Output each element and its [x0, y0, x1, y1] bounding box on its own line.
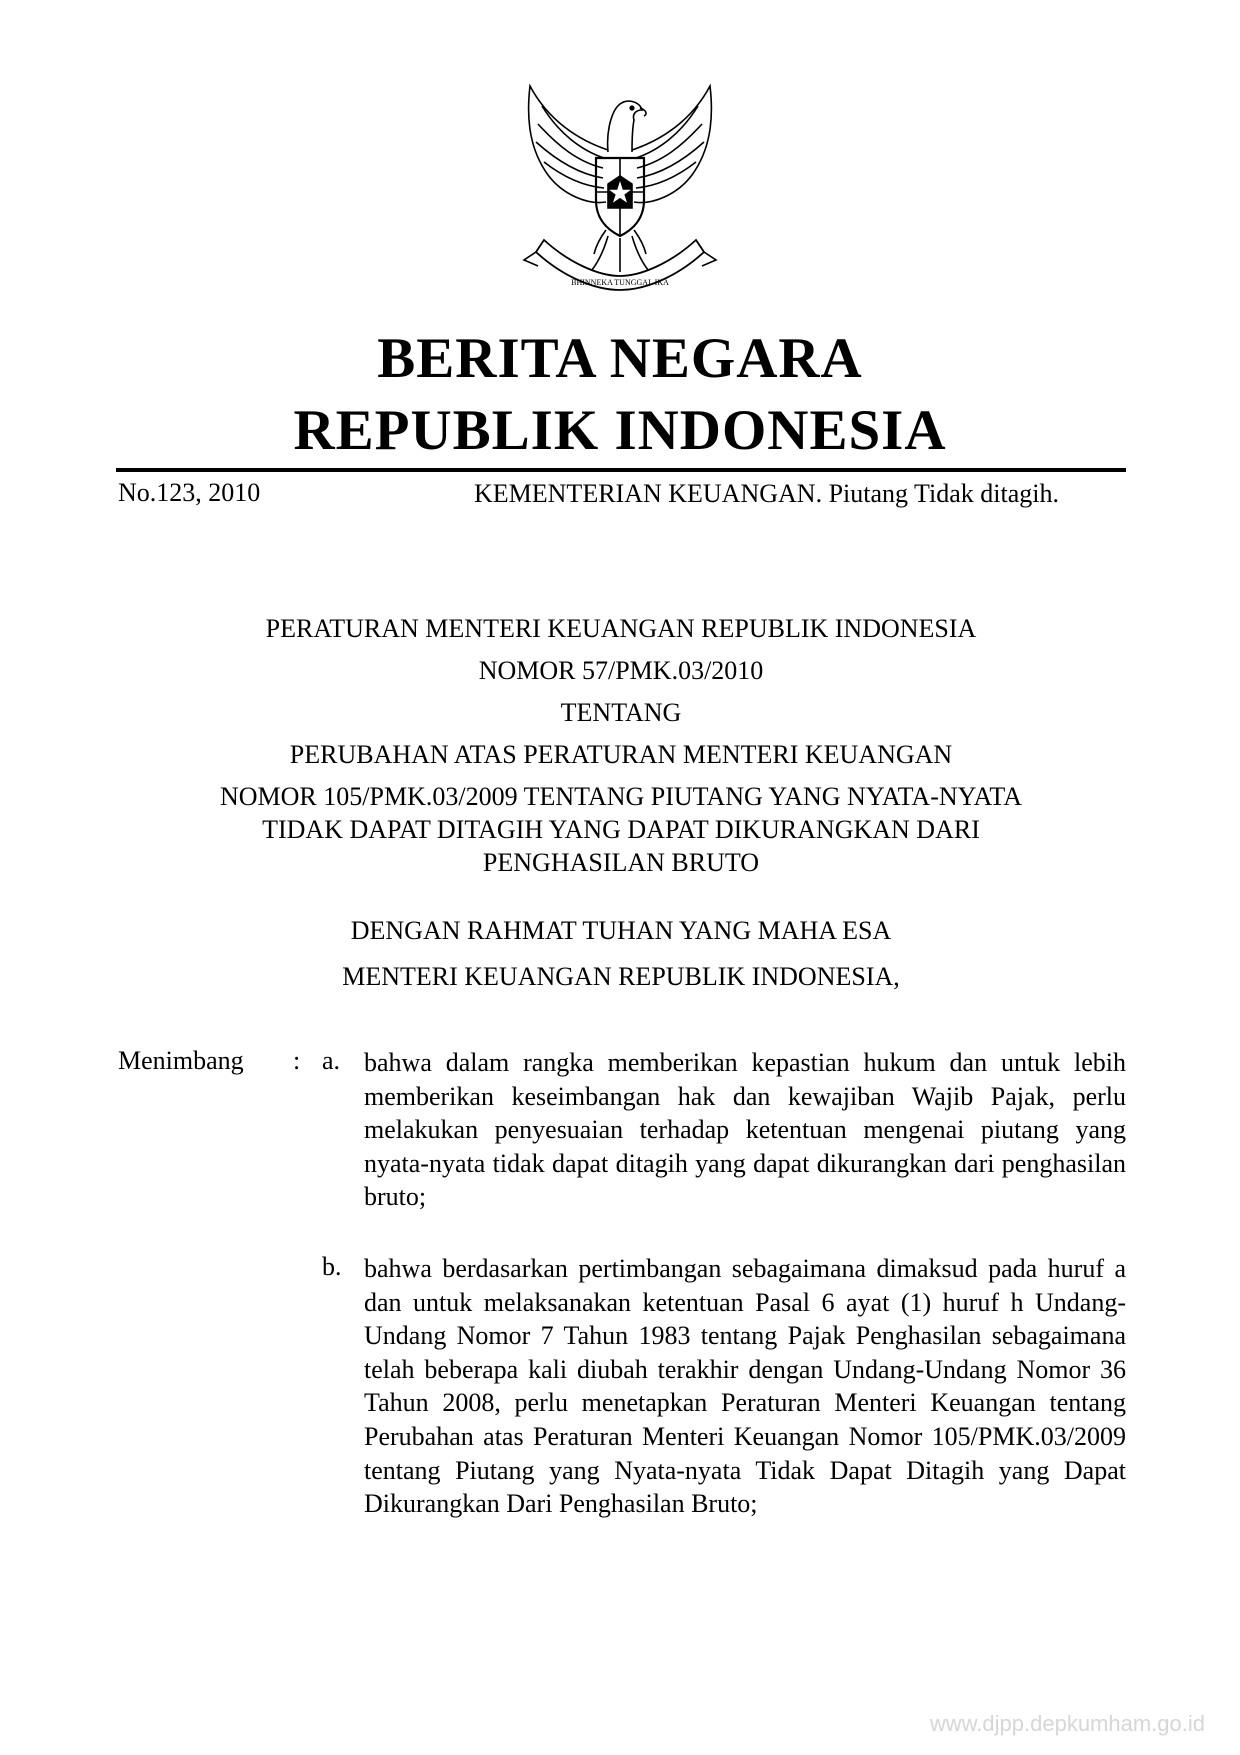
emblem-motto: BHINNEKA TUNGGAL IKA: [571, 278, 669, 287]
header-rule: [116, 468, 1126, 472]
title-line: NOMOR 57/PMK.03/2010: [478, 656, 764, 685]
masthead-subtitle: REPUBLIK INDONESIA: [293, 399, 947, 462]
title-line: PENGHASILAN BRUTO: [482, 848, 760, 877]
title-line: PERATURAN MENTERI KEUANGAN REPUBLIK INDONESIA: [265, 614, 977, 643]
item-text: bahwa berdasarkan pertimbangan sebagaimana dimaksud pada huruf a dan untuk melaksanakan ketentuan Pasal 6 ayat (1) huruf h Undang-Undang Nomor 7 Tahun 1983 tentang Pajak Penghasilan sebagaimana telah beberapa kali diubah terakhir dengan Undang-Undang Nomor 36 Tahun 2008, perlu menetapkan Peraturan Menteri Keuangan tentang Perubahan atas Peraturan Menteri Keuangan Nomor 105/PMK.03/2009 tentang Piutang yang Nyata-nyata Tidak Dapat Ditagih yang Dapat Dikurangkan Dari Penghasilan Bruto;: [364, 1254, 1126, 1519]
title-line: TENTANG: [560, 698, 682, 727]
title-line: TIDAK DAPAT DITAGIH YANG DAPAT DIKURANGKAN DARI: [262, 815, 980, 844]
item-letter: a.: [322, 1046, 341, 1075]
item-letter: b.: [322, 1252, 342, 1281]
opening-line: DENGAN RAHMAT TUHAN YANG MAHA ESA: [350, 916, 892, 945]
website-watermark: www.djpp.depkumham.go.id: [929, 1711, 1205, 1736]
regulation-title: [116, 608, 1126, 879]
opening-formula: [116, 908, 1126, 1000]
garuda-pancasila-emblem-icon: [508, 80, 732, 300]
title-line: NOMOR 105/PMK.03/2009 TENTANG PIUTANG YANG NYATA-NYATA: [219, 782, 1022, 811]
item-text: bahwa dalam rangka memberikan kepastian hukum dan untuk lebih memberikan keseimbangan hak dan kewajiban Wajib Pajak, perlu melakukan penyesuaian terhadap ketentuan mengenai piutang yang nyata-nyata tidak dapat ditagih yang dapat dikurangkan dari penghasilan bruto;: [364, 1048, 1126, 1212]
gazette-subject: KEMENTERIAN KEUANGAN. Piutang Tidak ditagih.: [474, 479, 1059, 508]
gazette-number: No.123, 2010: [118, 478, 261, 507]
title-line: PERUBAHAN ATAS PERATURAN MENTERI KEUANGAN: [289, 740, 953, 769]
opening-line: MENTERI KEUANGAN REPUBLIK INDONESIA,: [342, 962, 900, 991]
considering-colon: :: [293, 1046, 301, 1075]
considering-label: Menimbang: [118, 1046, 244, 1075]
masthead-title: BERITA NEGARA: [377, 327, 863, 390]
